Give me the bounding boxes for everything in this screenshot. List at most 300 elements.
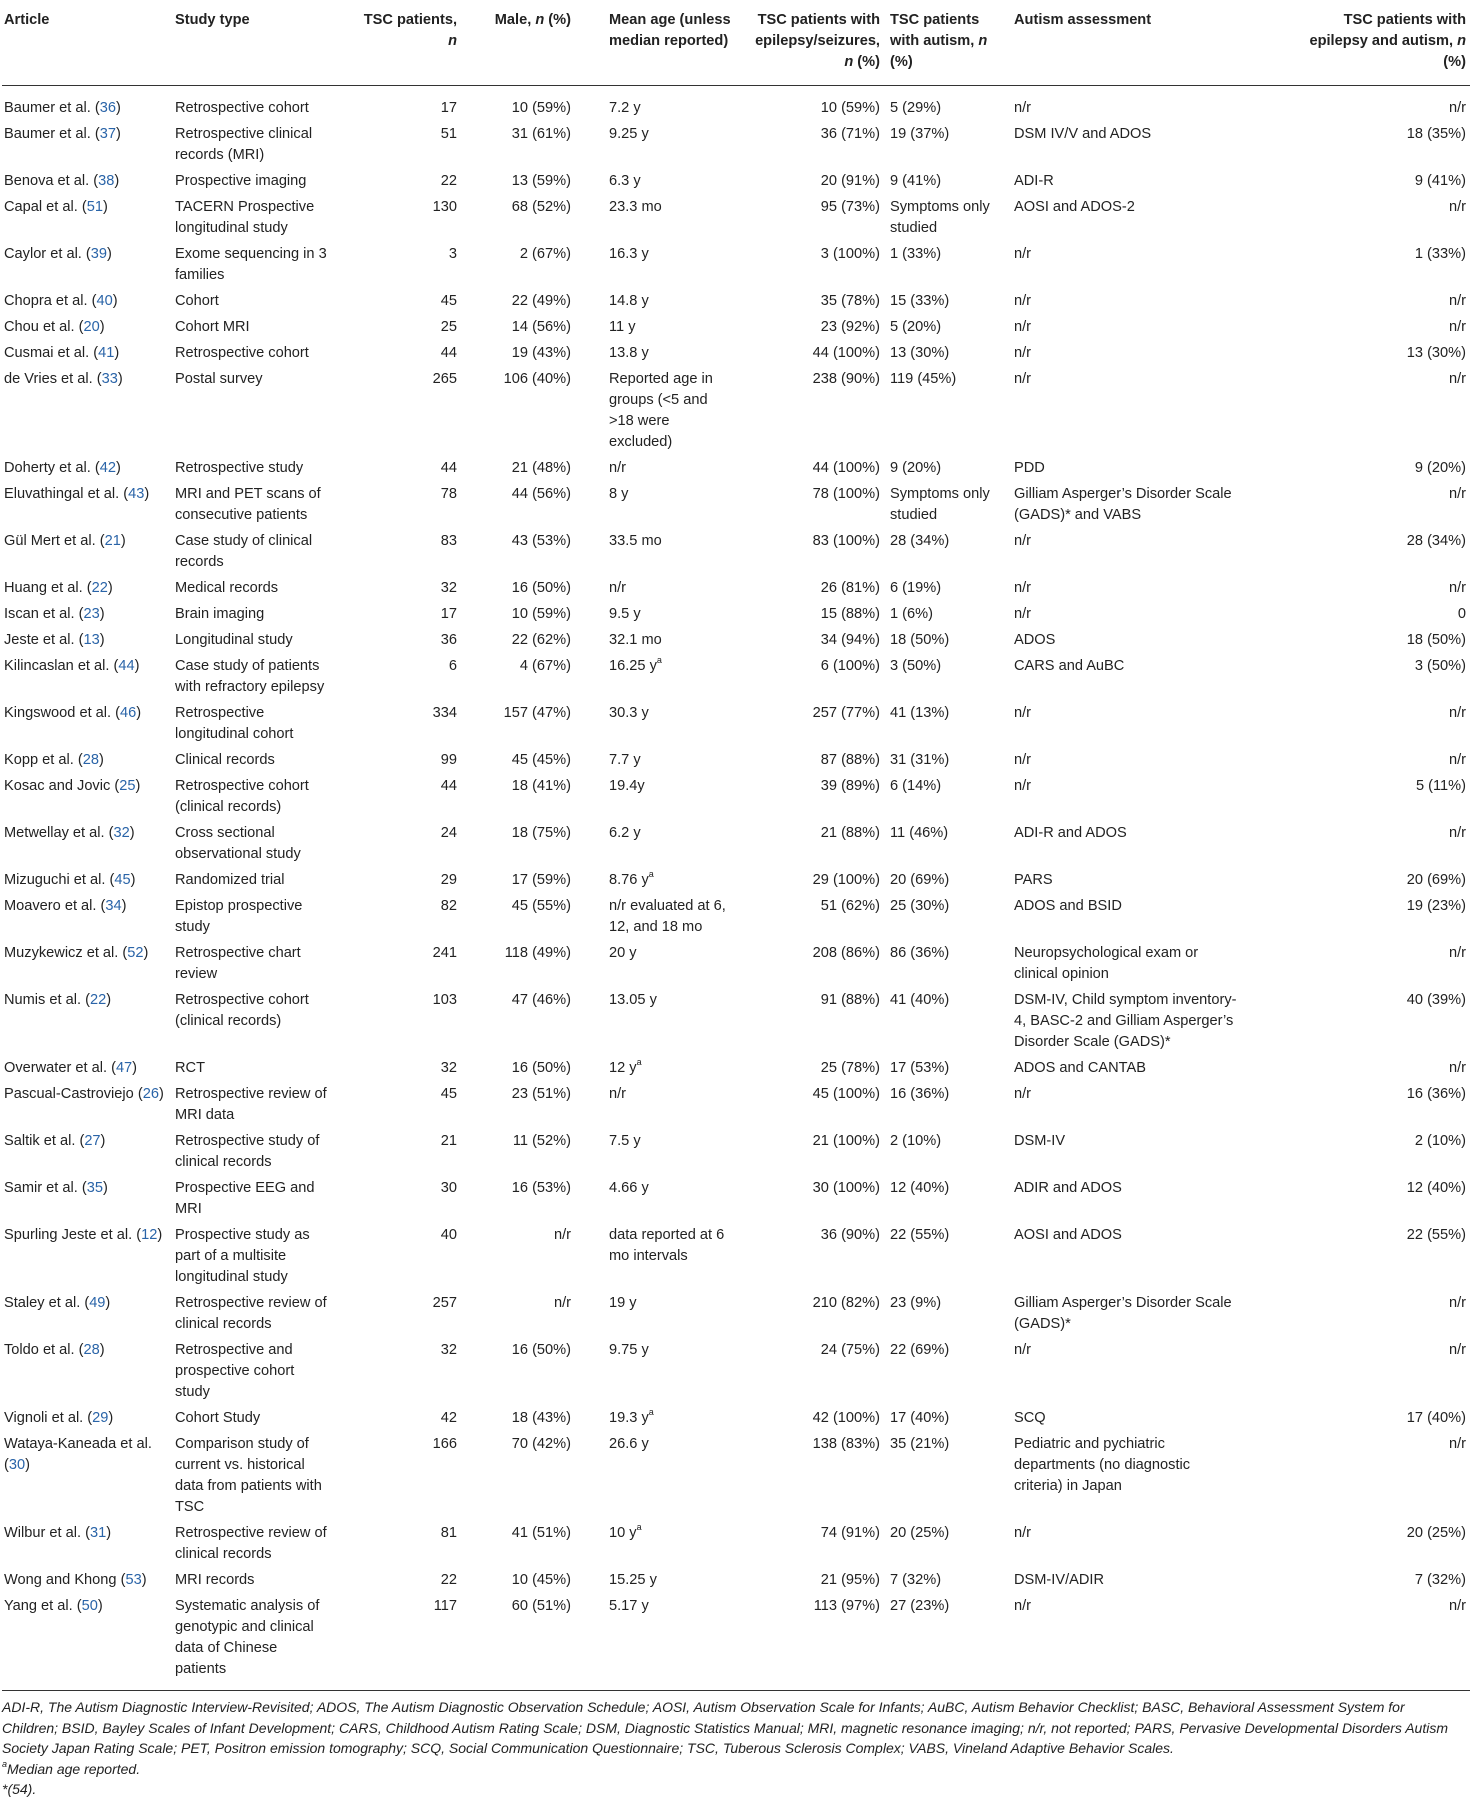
aut-cell: 12 (40%) — [890, 1180, 950, 1196]
table-row — [2, 1567, 1470, 1593]
age-value: 12 y — [609, 1060, 637, 1076]
epi-cell: 20 (91%) — [820, 173, 880, 189]
article-cell: Cusmai et al. (41) — [4, 345, 120, 361]
study-cell: Clinical records — [175, 752, 275, 768]
male-cell: 11 (52%) — [512, 1133, 571, 1149]
article-cell: Staley et al. (49) — [4, 1295, 111, 1311]
male-cell: 21 (48%) — [511, 460, 571, 476]
study-cell: Retrospective cohort — [175, 100, 309, 116]
table-row — [2, 1055, 1470, 1081]
article-cell: Chou et al. (20) — [4, 319, 105, 335]
both-cell: 20 (69%) — [1406, 872, 1466, 888]
assess-cell: DSM-IV/ADIR — [1014, 1572, 1104, 1588]
epi-cell: 83 (100%) — [812, 533, 880, 549]
author-name: Wilbur et al. — [4, 1525, 82, 1541]
n-cell: 103 — [432, 992, 457, 1008]
both-cell: 7 (32%) — [1414, 1572, 1466, 1588]
age-value: 8 y — [609, 486, 629, 502]
author-name: Saltik et al. — [4, 1133, 76, 1149]
male-cell: 157 (47%) — [503, 705, 571, 721]
study-cell: Retrospective study of clinical records — [175, 1133, 320, 1170]
both-cell: 18 (50%) — [1406, 632, 1466, 648]
both-cell: n/r — [1448, 1436, 1466, 1452]
both-cell: n/r — [1448, 1295, 1466, 1311]
aut-cell: 41 (13%) — [890, 705, 950, 721]
table-row — [2, 1520, 1470, 1567]
both-cell: n/r — [1448, 825, 1466, 841]
both-cell: 12 (40%) — [1406, 1180, 1466, 1196]
study-cell: TACERN Prospective longitudinal study — [175, 199, 315, 236]
age-cell — [607, 1405, 744, 1431]
age-value: 7.2 y — [609, 100, 641, 116]
both-cell: n/r — [1448, 705, 1466, 721]
table-row — [2, 627, 1470, 653]
n-cell: 22 — [440, 1572, 457, 1588]
reference-link[interactable]: 30 — [8, 1457, 26, 1473]
header-epilepsy-and-autism: TSC patients with epilepsy and autism, n (%) — [1250, 0, 1470, 86]
author-name: Staley et al. — [4, 1295, 81, 1311]
reference-link[interactable]: 26 — [142, 1086, 159, 1102]
assess-cell: DSM IV/V and ADOS — [1014, 126, 1152, 142]
author-name: Spurling Jeste et al. — [4, 1227, 133, 1243]
reference-link[interactable]: 13 — [83, 632, 100, 648]
reference-link[interactable]: 34 — [105, 898, 122, 914]
study-cell: Epistop prospective study — [175, 898, 303, 935]
reference-link[interactable]: 41 — [98, 345, 115, 361]
author-name: Huang et al. — [4, 580, 83, 596]
epi-cell: 238 (90%) — [812, 371, 880, 387]
article-cell: Overwater et al. (47) — [4, 1060, 138, 1076]
epi-cell: 51 (62%) — [820, 898, 880, 914]
aut-cell: 13 (30%) — [890, 345, 950, 361]
age-cell — [607, 1593, 744, 1691]
male-cell: 22 (49%) — [511, 293, 571, 309]
author-name: Benova et al. — [4, 173, 90, 189]
assess-cell: n/r — [1014, 580, 1032, 596]
study-cell: Brain imaging — [175, 606, 265, 622]
age-cell — [607, 1431, 744, 1520]
male-cell: 2 (67%) — [519, 246, 571, 262]
both-cell: n/r — [1448, 319, 1466, 335]
age-cell — [607, 340, 744, 366]
table-row — [2, 366, 1470, 455]
epi-cell: 78 (100%) — [812, 486, 880, 502]
study-cell: Case study of clinical records — [175, 533, 313, 570]
tsc-studies-table — [2, 0, 1470, 1691]
age-cell — [607, 1337, 744, 1405]
both-cell: n/r — [1448, 486, 1466, 502]
both-cell: 2 (10%) — [1414, 1133, 1466, 1149]
aut-cell: 6 (14%) — [890, 778, 942, 794]
both-cell: n/r — [1448, 371, 1466, 387]
author-name: de Vries et al. — [4, 371, 93, 387]
male-cell: 17 (59%) — [511, 872, 571, 888]
table-row — [2, 314, 1470, 340]
age-cell — [607, 1290, 744, 1337]
male-cell: 10 (45%) — [511, 1572, 571, 1588]
age-cell — [607, 1055, 744, 1081]
age-value: 6.3 y — [609, 173, 641, 189]
author-name: Doherty et al. — [4, 460, 91, 476]
reference-link[interactable]: 25 — [119, 778, 136, 794]
assess-cell: n/r — [1014, 345, 1032, 361]
aut-cell: 27 (23%) — [882, 1593, 1010, 1691]
both-cell: 9 (20%) — [1414, 460, 1466, 476]
aut-cell: 25 (30%) — [890, 898, 950, 914]
age-cell — [607, 940, 744, 987]
age-cell — [607, 1128, 744, 1175]
n-cell: 21 — [440, 1133, 457, 1149]
article-cell: Toldo et al. (28) — [4, 1342, 105, 1358]
reference-link[interactable]: 32 — [113, 825, 130, 841]
article-cell: Numis et al. (22) — [4, 992, 112, 1008]
article-cell: Doherty et al. (42) — [4, 460, 121, 476]
aut-cell: 16 (36%) — [890, 1086, 950, 1102]
both-cell: 3 (50%) — [1414, 658, 1466, 674]
author-name: Moavero et al. — [4, 898, 97, 914]
n-cell: 32 — [440, 1342, 457, 1358]
aut-cell: 41 (40%) — [890, 992, 950, 1008]
table-row — [2, 747, 1470, 773]
study-cell: Prospective imaging — [175, 173, 307, 189]
median-marker: a — [636, 1057, 642, 1068]
reference-link[interactable]: 46 — [120, 705, 137, 721]
header-row — [2, 0, 1470, 86]
age-value: 10 y — [609, 1525, 637, 1541]
reference-link[interactable]: 29 — [92, 1410, 109, 1426]
male-cell: 18 (41%) — [511, 778, 571, 794]
male-cell: 23 (51%) — [511, 1086, 571, 1102]
article-cell: Saltik et al. (27) — [4, 1133, 106, 1149]
n-cell: 32 — [440, 1060, 457, 1076]
author-name: Kingswood et al. — [4, 705, 112, 721]
assess-cell: n/r — [1014, 752, 1032, 768]
both-cell: n/r — [1250, 1593, 1470, 1691]
header-male: Male, n (%) — [463, 0, 607, 86]
reference-link[interactable]: 50 — [81, 1598, 98, 1614]
aut-cell: 18 (50%) — [890, 632, 950, 648]
reference-link[interactable]: 12 — [141, 1227, 158, 1243]
age-cell — [607, 700, 744, 747]
article-cell: Kingswood et al. (46) — [4, 705, 142, 721]
article-cell: Wataya-Kaneada et al. (30) — [4, 1436, 152, 1473]
male-cell: 41 (51%) — [511, 1525, 571, 1541]
age-value: 8.76 y — [609, 872, 649, 888]
reference-link[interactable]: 28 — [82, 752, 99, 768]
reference-link[interactable]: 51 — [86, 199, 103, 215]
reference-link[interactable]: 35 — [86, 1180, 103, 1196]
study-cell: RCT — [175, 1060, 205, 1076]
age-cell — [607, 194, 744, 241]
author-name: Jeste et al. — [4, 632, 75, 648]
aut-cell: 20 (69%) — [890, 872, 950, 888]
epi-cell: 39 (89%) — [820, 778, 880, 794]
study-cell: Retrospective chart review — [175, 945, 301, 982]
age-value: 5.17 y — [609, 1598, 649, 1614]
n-cell: 40 — [440, 1227, 457, 1243]
age-cell — [607, 987, 744, 1055]
reference-link[interactable]: 43 — [128, 486, 145, 502]
age-value: 4.66 y — [609, 1180, 649, 1196]
table-row — [2, 893, 1470, 940]
reference-link[interactable]: 31 — [89, 1525, 107, 1541]
table-row — [2, 601, 1470, 627]
assess-cell: AOSI and ADOS-2 — [1014, 199, 1135, 215]
study-cell: Retrospective longitudinal cohort — [175, 705, 294, 742]
male-cell: 45 (55%) — [511, 898, 571, 914]
age-cell — [607, 1222, 744, 1290]
epi-cell: 30 (100%) — [812, 1180, 880, 1196]
author-name: Baumer et al. — [4, 126, 91, 142]
table-row — [2, 1081, 1470, 1128]
n-cell: 257 — [432, 1295, 457, 1311]
age-cell — [607, 773, 744, 820]
reference-link[interactable]: 52 — [127, 945, 144, 961]
article-cell: Eluvathingal et al. (43) — [4, 486, 150, 502]
table-row — [2, 241, 1470, 288]
n-cell: 45 — [440, 293, 457, 309]
author-name: Cusmai et al. — [4, 345, 90, 361]
article-cell: Gül Mert et al. (21) — [4, 533, 126, 549]
reference-link[interactable]: 53 — [125, 1572, 142, 1588]
article-cell: Samir et al. (35) — [4, 1180, 108, 1196]
header-study-type: Study type — [173, 0, 353, 86]
table-row — [2, 867, 1470, 893]
epi-cell: 24 (75%) — [820, 1342, 880, 1358]
study-cell: MRI records — [175, 1572, 255, 1588]
aut-cell: 2 (10%) — [890, 1133, 942, 1149]
age-value: n/r — [609, 1086, 627, 1102]
male-cell: 10 (59%) — [511, 606, 571, 622]
study-cell: Medical records — [175, 580, 279, 596]
epi-cell: 44 (100%) — [812, 345, 880, 361]
reference-link[interactable]: 45 — [114, 872, 131, 888]
author-name: Kosac and Jovic — [4, 778, 111, 794]
author-name: Toldo et al. — [4, 1342, 75, 1358]
male-cell: 47 (46%) — [511, 992, 571, 1008]
n-cell: 166 — [432, 1436, 457, 1452]
male-cell: 4 (67%) — [519, 658, 571, 674]
author-name: Overwater et al. — [4, 1060, 108, 1076]
reference-link[interactable]: 47 — [115, 1060, 133, 1076]
assess-cell: Gilliam Asperger’s Disorder Scale (GADS)* — [1014, 1295, 1232, 1332]
study-cell: Postal survey — [175, 371, 263, 387]
table-row — [2, 987, 1470, 1055]
age-cell — [607, 575, 744, 601]
age-value: 9.75 y — [609, 1342, 649, 1358]
reference-link[interactable]: 44 — [118, 658, 135, 674]
epi-cell: 36 (90%) — [820, 1227, 880, 1243]
n-cell: 25 — [440, 319, 457, 335]
epi-cell: 44 (100%) — [812, 460, 880, 476]
assess-cell: Pediatric and pychiatric departments (no diagnostic criteria) in Japan — [1014, 1436, 1191, 1494]
article-cell: Iscan et al. (23) — [4, 606, 105, 622]
male-cell: 16 (53%) — [511, 1180, 571, 1196]
age-cell — [607, 747, 744, 773]
epi-cell: 15 (88%) — [820, 606, 880, 622]
header-epilepsy: TSC patients with epilepsy/seizures, n (%) — [744, 0, 882, 86]
star-footnote: *(54). — [2, 1781, 37, 1797]
both-cell: 16 (36%) — [1406, 1086, 1466, 1102]
assess-cell: n/r — [1014, 371, 1032, 387]
aut-cell: 6 (19%) — [890, 580, 942, 596]
assess-cell: Gilliam Asperger’s Disorder Scale (GADS)* and VABS — [1014, 486, 1232, 523]
reference-link[interactable]: 20 — [83, 319, 100, 335]
n-cell: 24 — [440, 825, 457, 841]
aut-cell: 119 (45%) — [890, 371, 957, 387]
reference-link[interactable]: 42 — [99, 460, 116, 476]
aut-cell: 11 (46%) — [890, 825, 949, 841]
author-name: Kilincaslan et al. — [4, 658, 110, 674]
aut-cell: 1 (6%) — [890, 606, 933, 622]
n-cell: 51 — [440, 126, 457, 142]
study-cell: Cohort — [175, 293, 219, 309]
epi-cell: 10 (59%) — [820, 100, 880, 116]
assess-cell: ADOS and CANTAB — [1014, 1060, 1146, 1076]
aut-cell: 19 (37%) — [890, 126, 950, 142]
n-cell: 99 — [440, 752, 457, 768]
assess-cell: CARS and AuBC — [1014, 658, 1125, 674]
article-cell: Moavero et al. (34) — [4, 898, 127, 914]
reference-link[interactable]: 33 — [101, 371, 118, 387]
epi-cell: 3 (100%) — [820, 246, 880, 262]
article-cell: Benova et al. (38) — [4, 173, 120, 189]
n-cell: 44 — [440, 345, 457, 361]
header-autism: TSC patients with autism, n (%) — [882, 0, 1010, 86]
male-cell: 16 (50%) — [511, 580, 571, 596]
age-cell — [607, 366, 744, 455]
study-cell: Retrospective study — [175, 460, 304, 476]
reference-link[interactable]: 36 — [99, 100, 116, 116]
age-cell — [607, 653, 744, 700]
table-row — [2, 455, 1470, 481]
study-cell: Retrospective cohort (clinical records) — [175, 778, 309, 815]
median-marker: a — [636, 1522, 642, 1533]
author-name: Capal et al. — [4, 199, 78, 215]
aut-cell: 3 (50%) — [890, 658, 942, 674]
author-name: Mizuguchi et al. — [4, 872, 106, 888]
n-cell: 22 — [440, 173, 457, 189]
age-value: Reported age in groups (<5 and >18 were excluded) — [609, 371, 713, 450]
reference-link[interactable]: 22 — [89, 992, 107, 1008]
male-cell: 19 (43%) — [511, 345, 571, 361]
assess-cell: ADIR and ADOS — [1014, 1180, 1122, 1196]
age-value: 26.6 y — [609, 1436, 649, 1452]
study-cell: Retrospective review of MRI data — [175, 1086, 327, 1123]
age-cell — [607, 455, 744, 481]
table-row — [2, 575, 1470, 601]
both-cell: 40 (39%) — [1406, 992, 1466, 1008]
epi-cell: 21 (88%) — [820, 825, 880, 841]
author-name: Chopra et al. — [4, 293, 88, 309]
age-cell — [607, 288, 744, 314]
epi-cell: 26 (81%) — [820, 580, 880, 596]
table-row — [2, 773, 1470, 820]
reference-link[interactable]: 37 — [99, 126, 116, 142]
male-cell: 16 (50%) — [511, 1342, 571, 1358]
both-cell: 17 (40%) — [1406, 1410, 1466, 1426]
reference-link[interactable]: 28 — [83, 1342, 100, 1358]
header-mean-age: Mean age (unless median reported) — [607, 0, 744, 86]
author-name: Wataya-Kaneada et al. — [4, 1436, 152, 1452]
both-cell: 20 (25%) — [1406, 1525, 1466, 1541]
epi-cell: 208 (86%) — [812, 945, 880, 961]
assess-cell: DSM-IV — [1014, 1133, 1066, 1149]
assess-cell: n/r — [1014, 533, 1032, 549]
article-cell: Wilbur et al. (31) — [4, 1525, 112, 1541]
n-cell: 81 — [440, 1525, 457, 1541]
assess-cell: n/r — [1014, 1525, 1032, 1541]
n-cell: 334 — [432, 705, 457, 721]
table-row — [2, 288, 1470, 314]
author-name: Caylor et al. — [4, 246, 82, 262]
assess-cell: ADOS — [1014, 632, 1056, 648]
table-row — [2, 121, 1470, 168]
reference-link[interactable]: 21 — [104, 533, 121, 549]
reference-link[interactable]: 23 — [83, 606, 100, 622]
article-cell: Capal et al. (51) — [4, 199, 108, 215]
male-cell: 43 (53%) — [511, 533, 571, 549]
study-cell: Longitudinal study — [175, 632, 293, 648]
age-value: n/r — [609, 580, 627, 596]
age-cell — [607, 820, 744, 867]
male-cell: 18 (75%) — [511, 825, 571, 841]
table-row — [2, 1222, 1470, 1290]
reference-link[interactable]: 38 — [98, 173, 115, 189]
article-cell: Pascual-Castroviejo (26) — [4, 1086, 164, 1102]
aut-cell: 23 (9%) — [890, 1295, 942, 1311]
reference-link[interactable]: 39 — [90, 246, 108, 262]
both-cell: n/r — [1448, 752, 1466, 768]
table-row — [2, 820, 1470, 867]
age-value: 7.7 y — [609, 752, 641, 768]
n-cell: 36 — [440, 632, 457, 648]
study-cell: Retrospective clinical records (MRI) — [175, 126, 313, 163]
assess-cell: PDD — [1014, 460, 1045, 476]
aut-cell: 31 (31%) — [890, 752, 950, 768]
age-value: 9.25 y — [609, 126, 649, 142]
epi-cell: 36 (71%) — [820, 126, 880, 142]
epi-cell: 91 (88%) — [820, 992, 880, 1008]
both-cell: 19 (23%) — [1406, 898, 1466, 914]
reference-link[interactable]: 49 — [89, 1295, 106, 1311]
age-value: 23.3 mo — [609, 199, 662, 215]
assess-cell: PARS — [1014, 872, 1053, 888]
male-cell: 18 (43%) — [511, 1410, 571, 1426]
study-cell: Randomized trial — [175, 872, 285, 888]
author-name: Chou et al. — [4, 319, 75, 335]
age-cell — [607, 1520, 744, 1567]
assess-cell: Neuropsychological exam or clinical opinion — [1014, 945, 1199, 982]
age-cell — [607, 893, 744, 940]
age-value: 33.5 mo — [609, 533, 662, 549]
age-value: 7.5 y — [609, 1133, 641, 1149]
study-cell: Cross sectional observational study — [175, 825, 301, 862]
reference-link[interactable]: 27 — [84, 1133, 101, 1149]
age-value: 15.25 y — [609, 1572, 657, 1588]
author-name: Kopp et al. — [4, 752, 74, 768]
age-value: 16.3 y — [609, 246, 649, 262]
reference-link[interactable]: 22 — [91, 580, 108, 596]
age-cell — [607, 1175, 744, 1222]
table-row — [2, 1128, 1470, 1175]
author-name: Gül Mert et al. — [4, 533, 96, 549]
article-cell: Caylor et al. (39) — [4, 246, 112, 262]
aut-cell: 9 (41%) — [890, 173, 942, 189]
age-value: 9.5 y — [609, 606, 641, 622]
study-cell: Retrospective and prospective cohort study — [175, 1342, 295, 1400]
reference-link[interactable]: 40 — [96, 293, 113, 309]
